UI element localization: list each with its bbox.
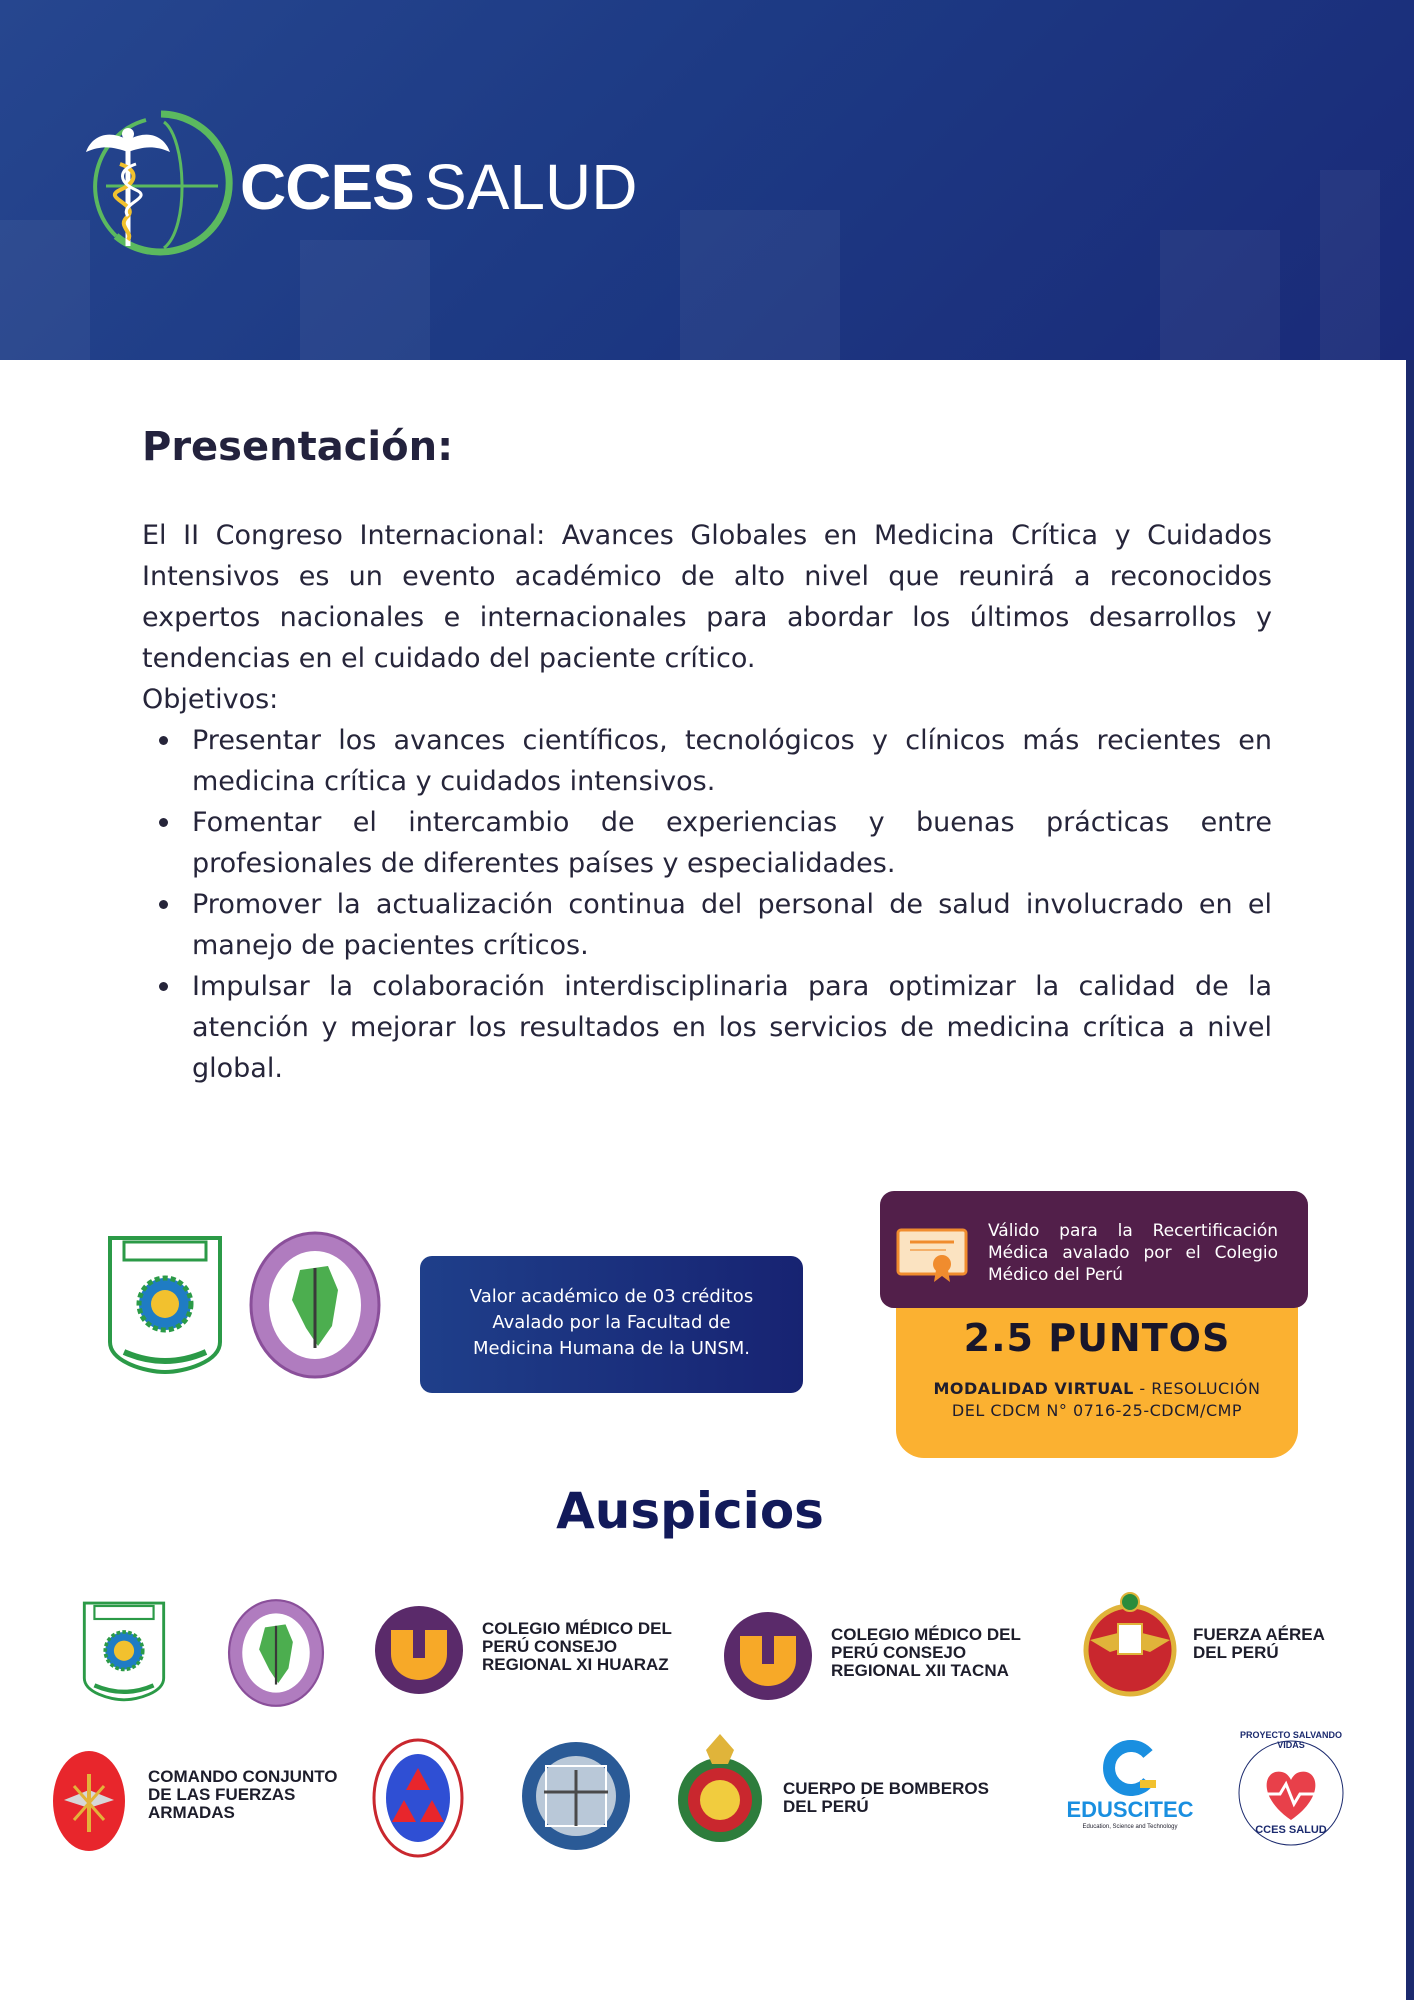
credits-line: Medicina Humana de la UNSM. — [472, 1338, 751, 1359]
vitruvian-seal-icon — [520, 1740, 632, 1852]
objective-item: Presentar los avances científicos, tecnológicos y clínicos más recientes en medicina crítica y cuidados intensivos. — [142, 720, 1272, 802]
sponsor-label: COLEGIO MÉDICO DEL PERÚ CONSEJO REGIONAL XI HUARAZ — [482, 1619, 672, 1674]
objective-item: Fomentar el intercambio de experiencias y buenas prácticas entre profesionales de diferentes países y especialidades. — [142, 802, 1272, 884]
medicine-faculty-seal-icon — [248, 1230, 382, 1380]
brand-name-light: SALUD — [424, 151, 638, 223]
objective-item: Promover la actualización continua del personal de salud involucrado en el manejo de pacientes críticos. — [142, 884, 1272, 966]
presentation-body — [142, 515, 1272, 1089]
objectives-list — [142, 720, 1272, 1089]
unsm-crest-icon — [80, 1598, 168, 1702]
academic-credits-box — [420, 1256, 803, 1393]
credits-line: Avalado por la Facultad de — [492, 1312, 731, 1333]
page-edge-border — [1406, 360, 1414, 2000]
brand-name-bold: CCES — [240, 151, 414, 223]
resolution-number: - RESOLUCIÓN DEL CDCM N° 0716-25-CDCM/CMP — [951, 1379, 1261, 1420]
colegio-medico-seal-icon — [373, 1604, 465, 1696]
credits-line: Valor académico de 03 créditos — [469, 1286, 754, 1307]
sponsor-label: FUERZA AÉREA DEL PERÚ — [1193, 1625, 1325, 1662]
unsm-crest-icon — [104, 1232, 226, 1374]
sponsor-label: EDUSCITEC — [1066, 1797, 1194, 1822]
sponsor-tagline: Education, Science and Technology — [1082, 1824, 1178, 1830]
medicine-faculty-seal-icon — [226, 1598, 326, 1708]
resolution-text — [918, 1378, 1276, 1422]
certificate-icon — [896, 1226, 968, 1284]
colegio-medico-seal-icon — [722, 1610, 814, 1702]
sponsor-sublabel: CCES SALUD — [1255, 1824, 1327, 1836]
recertification-text: Válido para la Recertificación Médica avalado por el Colegio Médico del Perú — [988, 1221, 1278, 1285]
section-title-presentation: Presentación: — [142, 424, 454, 470]
emergency-medicine-seal-icon — [372, 1738, 464, 1858]
sponsor-label: COLEGIO MÉDICO DEL PERÚ CONSEJO REGIONAL XII TACNA — [831, 1625, 1021, 1680]
caduceus-globe-icon — [86, 108, 236, 258]
sponsor-label: PROYECTO SALVANDO VIDAS — [1240, 1730, 1343, 1750]
section-title-sponsors: Auspicios — [556, 1482, 824, 1540]
objectives-label: Objetivos: — [142, 684, 279, 715]
intro-paragraph: El II Congreso Internacional: Avances Globales en Medicina Crítica y Cuidados Intensivos es un evento académico de alto nivel que reunirá a reconocidos expertos nacionales e internacionales para abordar los últimos desarrollos y tendencias en el cuidado del paciente crítico. — [142, 520, 1272, 674]
modality-label: MODALIDAD VIRTUAL — [933, 1379, 1134, 1398]
air-force-emblem-icon — [1080, 1590, 1180, 1698]
sponsor-label: COMANDO CONJUNTO DE LAS FUERZAS ARMADAS — [148, 1767, 338, 1822]
header-banner — [0, 0, 1414, 360]
armed-forces-emblem-icon — [52, 1750, 126, 1852]
points-value: 2.5 PUNTOS — [963, 1316, 1231, 1360]
eduscitec-logo-icon — [1092, 1740, 1168, 1796]
firefighters-emblem-icon — [676, 1730, 764, 1846]
objective-item: Impulsar la colaboración interdisciplinaria para optimizar la calidad de la atención y mejorar los resultados en los servicios de medicina crítica a nivel global. — [142, 966, 1272, 1089]
sponsor-label: CUERPO DE BOMBEROS DEL PERÚ — [783, 1779, 989, 1816]
